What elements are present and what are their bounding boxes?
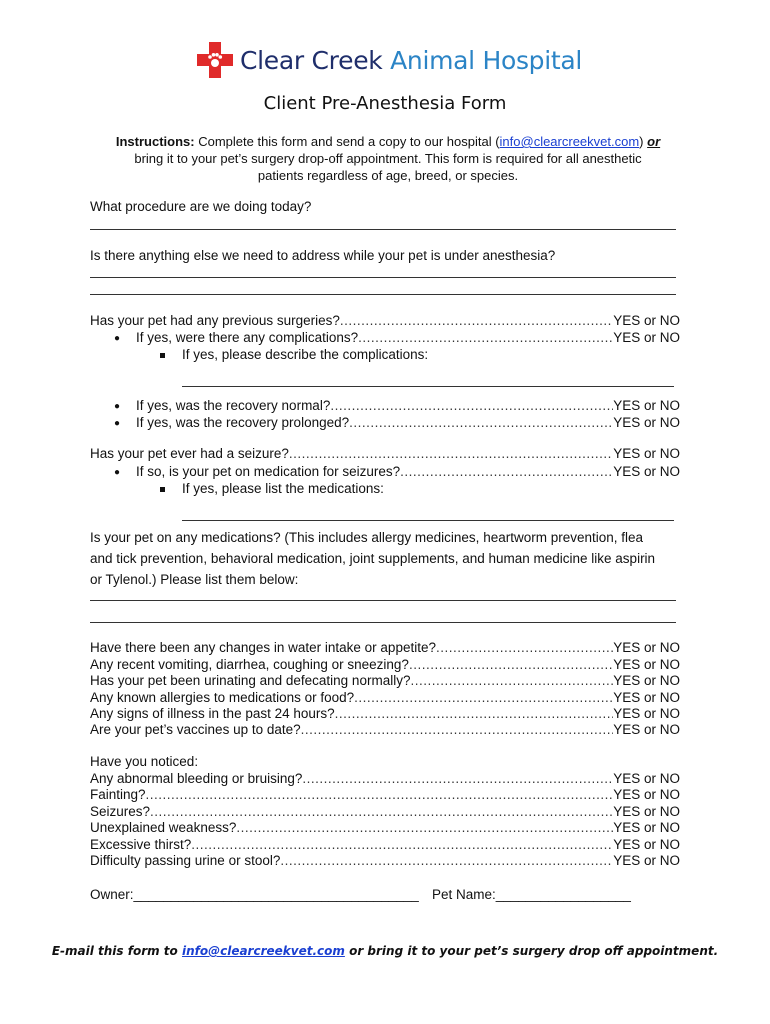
bullet-icon: ● [114,401,121,412]
health-question [90,657,680,672]
yes-no-choice[interactable]: YES or NO [613,853,680,868]
footer-text2: or bring it to your pet’s surgery drop off appointment. [344,944,719,958]
form-title: Client Pre-Anesthesia Form [263,93,507,114]
leader-dots [354,690,613,705]
question-text: Any recent vomiting, diarrhea, coughing or sneezing? [90,657,409,672]
red-cross-paw-icon [196,41,234,79]
question-text: Have there been any changes in water intake or appetite? [90,640,436,655]
noticed-question [90,787,680,802]
address-answer-line-2[interactable] [90,294,676,295]
instructions-line2: bring it to your pet’s surgery drop-off appointment. This form is required for all anesthetic [134,151,642,166]
instructions-label: Instructions: [115,134,195,149]
logo-text-part2: Animal Hospital [390,45,583,75]
instructions [88,133,688,184]
bullet-icon: ● [114,418,121,429]
leader-dots [400,464,613,479]
health-question [90,722,680,737]
health-question [90,706,680,721]
question-text: Has your pet ever had a seizure? [90,446,289,461]
surgeries-question [90,313,680,328]
question-text: Excessive thirst? [90,837,192,852]
seizure-medications-answer-line[interactable] [182,520,674,521]
leader-dots [280,853,613,868]
noticed-question [90,837,680,852]
question-text: If so, is your pet on medication for seizures? [136,464,401,479]
yes-no-choice[interactable]: YES or NO [613,820,680,835]
leader-dots [301,722,614,737]
medications-line1: Is your pet on any medications? (This includes allergy medicines, heartworm prevention, flea [90,530,644,545]
address-question: Is there anything else we need to address while your pet is under anesthesia? [90,248,556,263]
yes-no-choice[interactable]: YES or NO [613,398,680,413]
leader-dots [289,446,613,461]
leader-dots [410,673,613,688]
yes-no-choice[interactable]: YES or NO [613,330,680,345]
health-question [90,690,680,705]
complications-answer-line[interactable] [182,386,674,387]
procedure-answer-line[interactable] [90,229,676,230]
bullet-icon: ● [114,333,121,344]
yes-no-choice[interactable]: YES or NO [613,657,680,672]
health-question [90,640,680,655]
leader-dots [236,820,613,835]
square-bullet-icon [160,353,165,358]
yes-no-choice[interactable]: YES or NO [613,313,680,328]
question-text: Unexplained weakness? [90,820,237,835]
bullet-icon: ● [114,467,121,478]
hospital-logo [196,38,582,82]
question-text: If yes, were there any complications? [136,330,359,345]
question-text: Any signs of illness in the past 24 hours? [90,706,335,721]
leader-dots [358,330,613,345]
recovery-normal-question [136,398,680,413]
leader-dots [191,837,613,852]
logo-text [240,46,582,75]
leader-dots [436,640,613,655]
seizure-question [90,446,680,461]
medications-line3: or Tylenol.) Please list them below: [90,572,299,587]
procedure-question: What procedure are we doing today? [90,199,312,214]
health-question [90,673,680,688]
question-text: Are your pet’s vaccines up to date? [90,722,301,737]
medications-line2: and tick prevention, behavioral medication, joint supplements, and human medicine like aspirin [90,551,656,566]
noticed-question [90,804,680,819]
leader-dots [302,771,613,786]
leader-dots [146,787,614,802]
pet-name-field[interactable]: Pet Name:__________________ [432,887,631,902]
leader-dots [340,313,613,328]
yes-no-choice[interactable]: YES or NO [613,771,680,786]
question-text: Has your pet been urinating and defecating normally? [90,673,411,688]
owner-field[interactable]: Owner:______________________________________ [90,887,419,902]
yes-no-choice[interactable]: YES or NO [613,837,680,852]
yes-no-choice[interactable]: YES or NO [613,640,680,655]
leader-dots [409,657,613,672]
question-text: Any known allergies to medications or food? [90,690,355,705]
list-medications-label: If yes, please list the medications: [182,481,384,496]
noticed-heading: Have you noticed: [90,754,199,769]
question-text: Has your pet had any previous surgeries? [90,313,340,328]
leader-dots [349,415,613,430]
square-bullet-icon [160,487,165,492]
question-text: If yes, was the recovery prolonged? [136,415,350,430]
describe-complications-label: If yes, please describe the complications: [182,347,429,362]
medications-answer-line-1[interactable] [90,600,676,601]
yes-no-choice[interactable]: YES or NO [613,673,680,688]
instructions-text2: ) [639,134,648,149]
noticed-question [90,820,680,835]
complications-question [136,330,680,345]
seizure-medication-question [136,464,680,479]
footer-note [0,944,770,958]
yes-no-choice[interactable]: YES or NO [613,446,680,461]
noticed-question [90,771,680,786]
yes-no-choice[interactable]: YES or NO [613,787,680,802]
question-text: Fainting? [90,787,146,802]
recovery-prolonged-question [136,415,680,430]
question-text: Seizures? [90,804,151,819]
question-text: If yes, was the recovery normal? [136,398,331,413]
yes-no-choice[interactable]: YES or NO [613,804,680,819]
medications-question [90,527,690,590]
logo-text-part1: Clear Creek [240,45,391,75]
email-link[interactable]: info@clearcreekvet.com [499,134,640,149]
yes-no-choice[interactable]: YES or NO [613,690,680,705]
medications-answer-line-2[interactable] [90,622,676,623]
footer-email-link[interactable]: info@clearcreekvet.com [181,944,345,958]
address-answer-line-1[interactable] [90,277,676,278]
instructions-line3: patients regardless of age, breed, or species. [257,168,519,183]
yes-no-choice[interactable]: YES or NO [613,706,680,721]
footer-text: E-mail this form to [51,944,182,958]
leader-dots [330,398,613,413]
yes-no-choice[interactable]: YES or NO [613,464,680,479]
yes-no-choice[interactable]: YES or NO [613,722,680,737]
yes-no-choice[interactable]: YES or NO [613,415,680,430]
leader-dots [150,804,613,819]
question-text: Any abnormal bleeding or bruising? [90,771,303,786]
or-text: or [647,134,661,149]
noticed-question [90,853,680,868]
question-text: Difficulty passing urine or stool? [90,853,281,868]
instructions-text: Complete this form and send a copy to our hospital ( [194,134,500,149]
leader-dots [335,706,614,721]
